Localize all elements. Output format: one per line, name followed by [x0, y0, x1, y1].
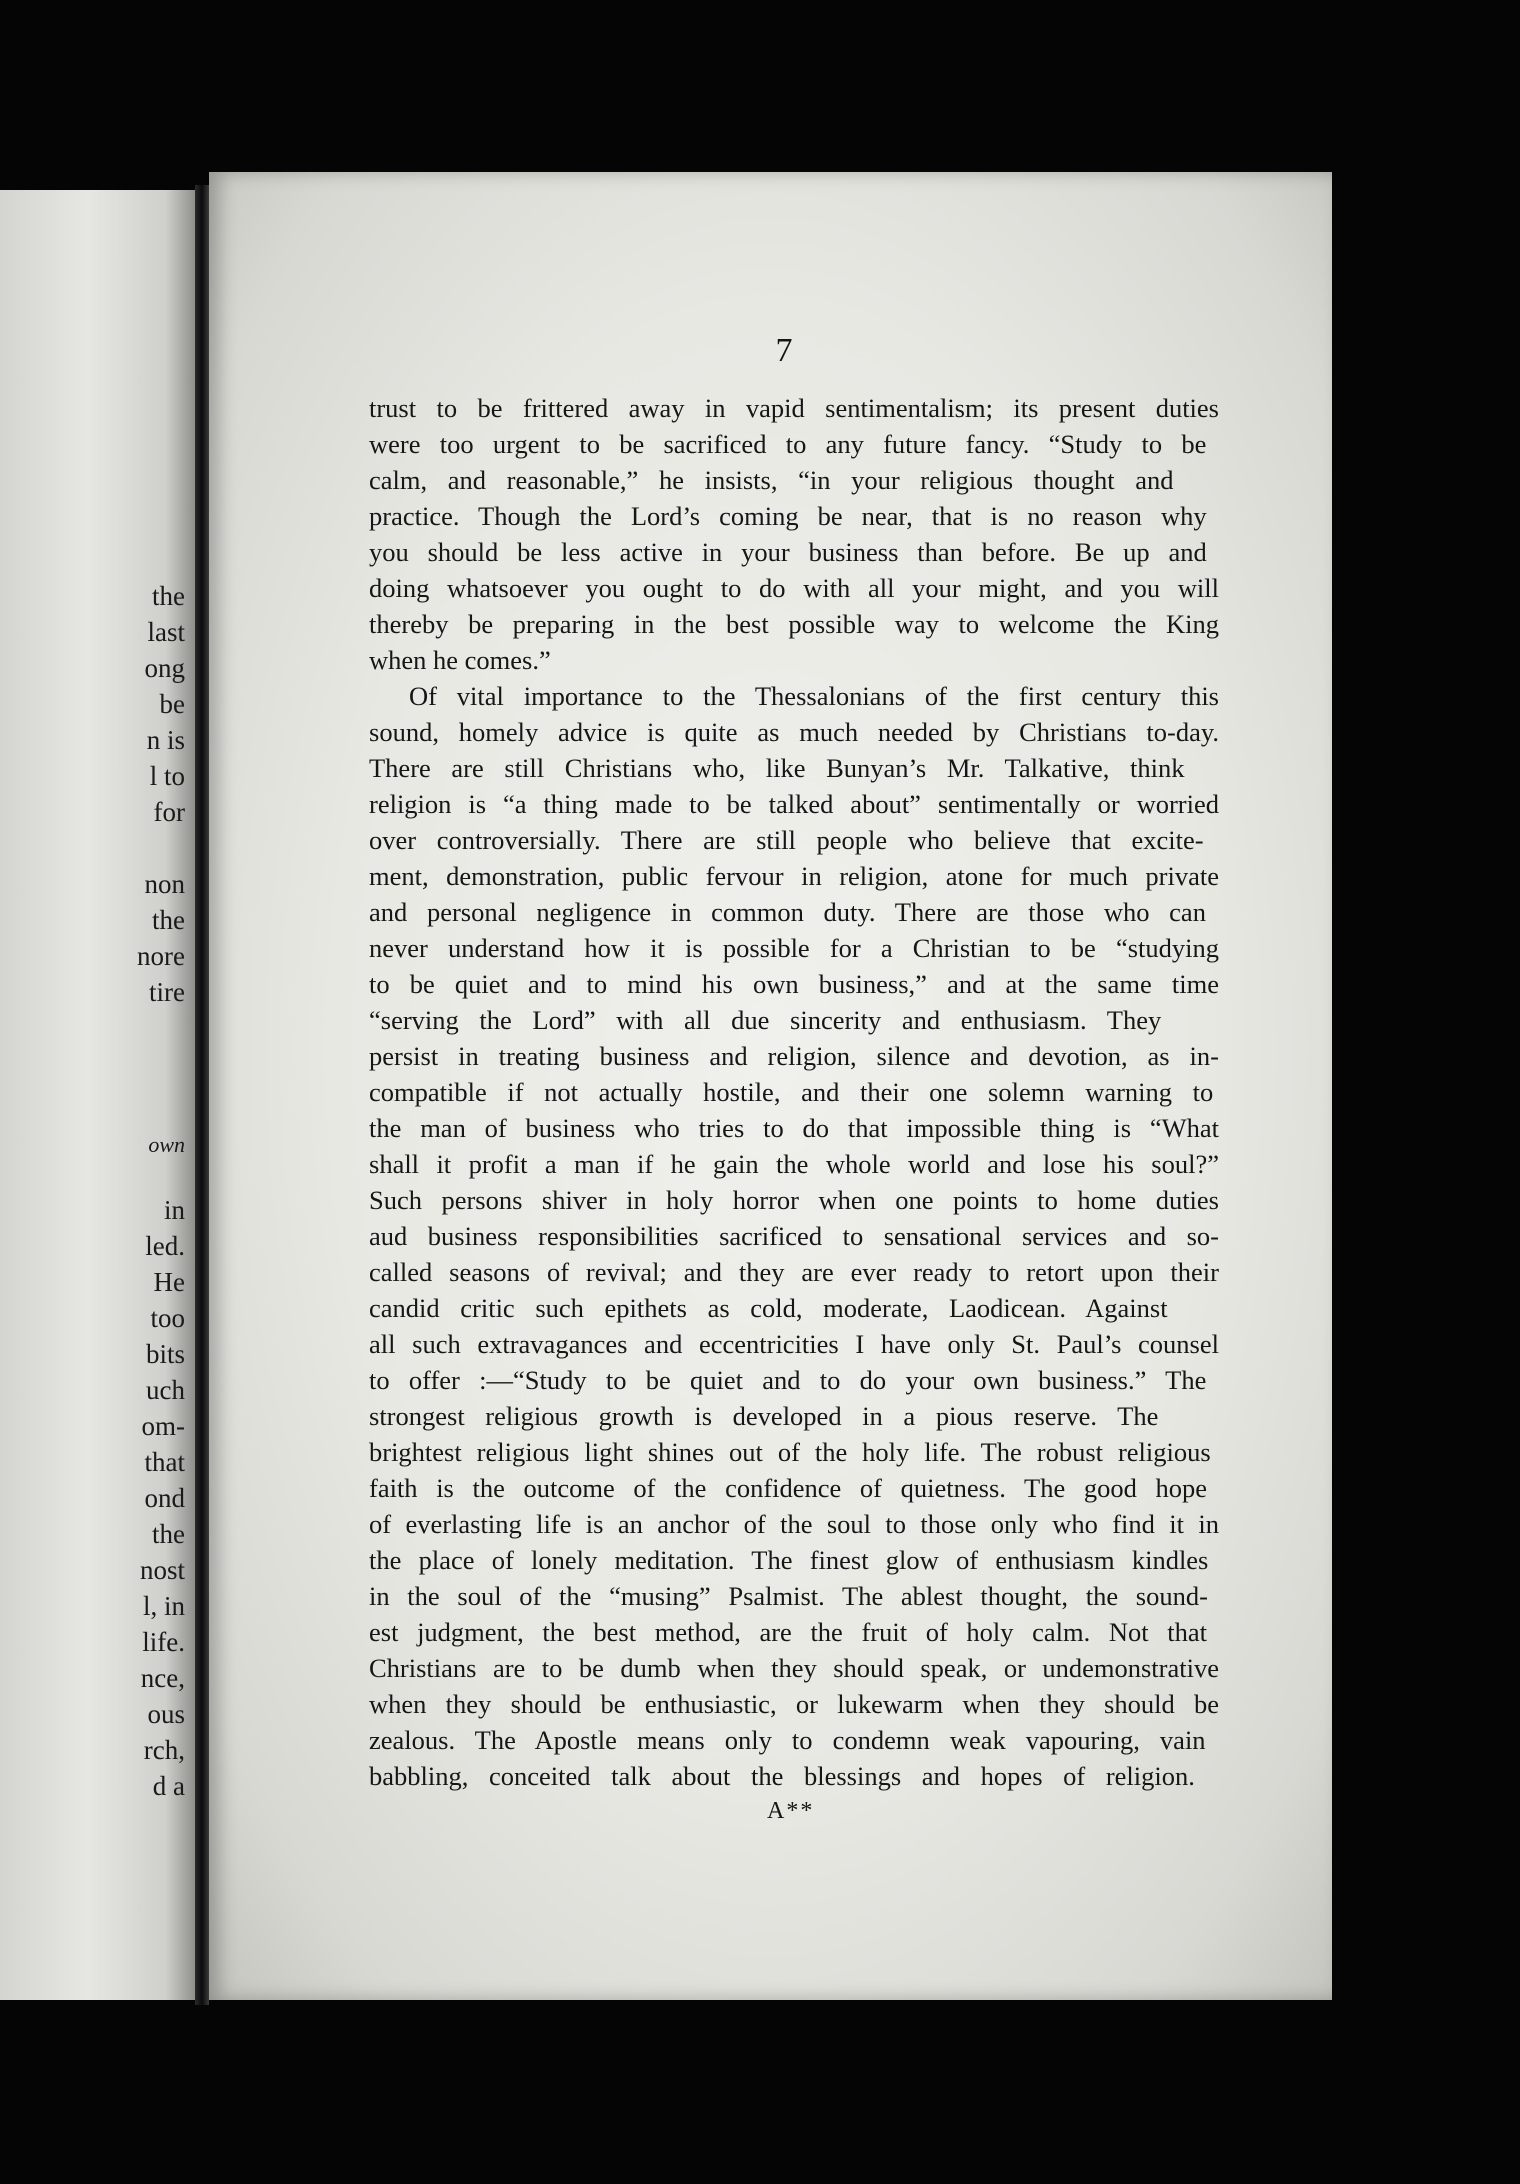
- left-page-fragment: uch: [146, 1375, 185, 1405]
- left-page-fragment: nost: [139, 1555, 185, 1585]
- left-page-fragment: He: [153, 1267, 185, 1297]
- text-line: There are still Christians who, like Bunyan’s Mr. Talkative, think: [369, 753, 1185, 783]
- text-line: when they should be enthusiastic, or lukewarm when they should be: [369, 1689, 1219, 1719]
- text-line: doing whatsoever you ought to do with all your might, and you will: [369, 573, 1219, 603]
- left-page-fragment: n is: [146, 725, 185, 755]
- text-line: est judgment, the best method, are the fruit of holy calm. Not that: [369, 1617, 1207, 1647]
- left-page-fragment: too: [150, 1303, 185, 1333]
- signature-mark: A**: [767, 1798, 815, 1824]
- text-line: never understand how it is possible for a Christian to be “studying: [369, 933, 1219, 963]
- text-line: to offer :—“Study to be quiet and to do your own business.” The: [369, 1365, 1207, 1395]
- left-page-fragment: in: [163, 1195, 185, 1225]
- text-line: in the soul of the “musing” Psalmist. The ablest thought, the sound-: [369, 1581, 1208, 1611]
- text-line: babbling, conceited talk about the blessings and hopes of religion.: [369, 1761, 1195, 1791]
- left-page: [0, 190, 195, 2000]
- left-page-fragment: for: [153, 797, 185, 827]
- text-line: the place of lonely meditation. The finest glow of enthusiasm kindles: [369, 1545, 1209, 1575]
- left-page-fragment: rch,: [143, 1735, 185, 1765]
- text-line: the man of business who tries to do that impossible thing is “What: [369, 1113, 1219, 1143]
- left-page-fragment: last: [147, 617, 185, 647]
- left-page-fragment: be: [159, 689, 185, 719]
- text-line: called seasons of revival; and they are ever ready to retort upon their: [369, 1257, 1219, 1287]
- text-line: ment, demonstration, public fervour in religion, atone for much private: [369, 861, 1219, 891]
- text-line: of everlasting life is an anchor of the soul to those only who find it in: [369, 1509, 1219, 1539]
- text-line: were too urgent to be sacrificed to any future fancy. “Study to be: [369, 429, 1207, 459]
- text-line: zealous. The Apostle means only to condemn weak vapouring, vain: [369, 1725, 1206, 1755]
- left-page-fragment: om-: [141, 1411, 185, 1441]
- left-page-fragment: life.: [142, 1627, 185, 1657]
- left-page-fragment: own: [148, 1132, 185, 1157]
- text-line: compatible if not actually hostile, and their one solemn warning to: [369, 1077, 1214, 1107]
- right-page: [209, 172, 1332, 2000]
- text-line: when he comes.”: [369, 645, 551, 675]
- left-page-fragment: ond: [144, 1483, 185, 1513]
- text-line: to be quiet and to mind his own business,” and at the same time: [369, 969, 1219, 999]
- text-line: calm, and reasonable,” he insists, “in your religious thought and: [369, 465, 1174, 495]
- left-page-fragment: the: [152, 1519, 185, 1549]
- text-line: over controversially. There are still people who believe that excite-: [369, 825, 1204, 855]
- text-line: you should be less active in your business than before. Be up and: [369, 537, 1207, 567]
- text-line: Such persons shiver in holy horror when one points to home duties: [369, 1185, 1219, 1215]
- paragraph-start-line: Of vital importance to the Thessalonians of the first century this: [409, 681, 1219, 711]
- text-line: religion is “a thing made to be talked about” sentimentally or worried: [369, 789, 1219, 819]
- text-line: aud business responsibilities sacrificed to sensational services and so-: [369, 1221, 1219, 1251]
- text-line: candid critic such epithets as cold, moderate, Laodicean. Against: [369, 1293, 1168, 1323]
- left-page-fragment: that: [144, 1447, 185, 1477]
- left-page-fragment: the: [152, 581, 185, 611]
- body-text: [369, 390, 1219, 1794]
- text-line: sound, homely advice is quite as much needed by Christians to-day.: [369, 717, 1219, 747]
- text-line: strongest religious growth is developed in a pious reserve. The: [369, 1401, 1159, 1431]
- text-line: persist in treating business and religion, silence and devotion, as in-: [369, 1041, 1219, 1071]
- text-line: faith is the outcome of the confidence of quietness. The good hope: [369, 1473, 1207, 1503]
- text-line: all such extravagances and eccentricities I have only St. Paul’s counsel: [369, 1329, 1219, 1359]
- left-page-fragment: l to: [149, 761, 185, 791]
- left-page-fragment: the: [152, 905, 185, 935]
- left-page-fragment: d a: [152, 1771, 185, 1801]
- text-line: practice. Though the Lord’s coming be near, that is no reason why: [369, 501, 1207, 531]
- left-page-fragment: bits: [145, 1339, 185, 1369]
- left-page-fragment: led.: [145, 1231, 185, 1261]
- text-line: brightest religious light shines out of the holy life. The robust religious: [369, 1437, 1211, 1467]
- left-page-fragment: tire: [149, 977, 185, 1007]
- left-page-fragment: l, in: [142, 1591, 185, 1621]
- left-page-fragment: ous: [147, 1699, 185, 1729]
- page-number: 7: [775, 332, 793, 369]
- left-page-fragment: ong: [144, 653, 185, 683]
- text-line: “serving the Lord” with all due sincerity and enthusiasm. They: [369, 1005, 1162, 1035]
- left-page-fragment: nce,: [140, 1663, 185, 1693]
- left-page-fragment: nore: [137, 941, 185, 971]
- left-page-fragment: non: [144, 869, 185, 899]
- text-line: shall it profit a man if he gain the whole world and lose his soul?”: [369, 1149, 1219, 1179]
- text-line: thereby be preparing in the best possible way to welcome the King: [369, 609, 1219, 639]
- text-line: trust to be frittered away in vapid sentimentalism; its present duties: [369, 393, 1219, 423]
- text-line: Christians are to be dumb when they should speak, or undemonstrative: [369, 1653, 1219, 1683]
- book-gutter: [195, 185, 209, 2005]
- text-line: and personal negligence in common duty. There are those who can: [369, 897, 1206, 927]
